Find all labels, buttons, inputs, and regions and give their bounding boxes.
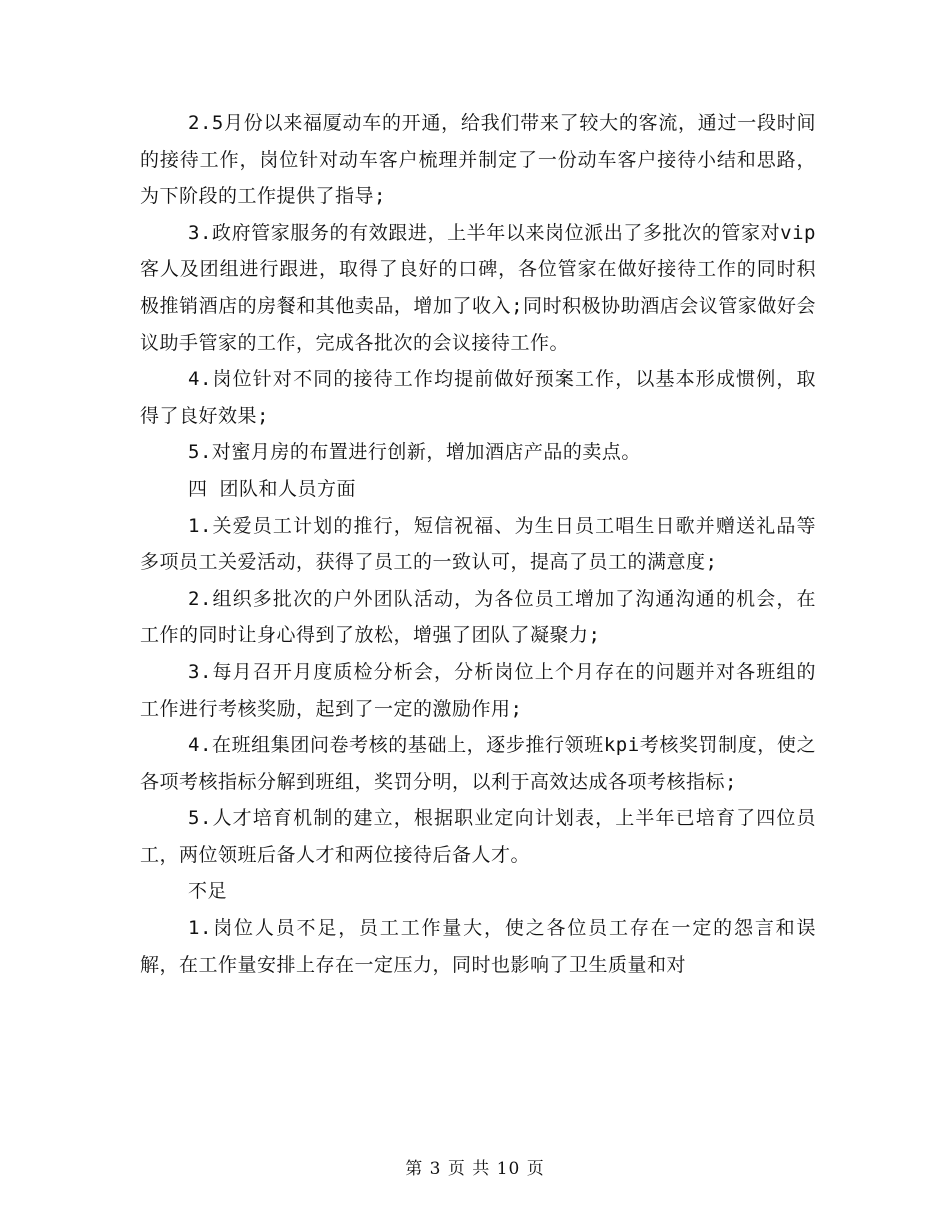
paragraph-item-2-team-activities: 2.组织多批次的户外团队活动，为各位员工增加了沟通沟通的机会，在工作的同时让身心得到了放松，增强了团队了凝聚力;	[140, 587, 816, 647]
section-heading-shortcomings: 不足	[188, 880, 228, 903]
paragraph-item-3-government-butler: 3.政府管家服务的有效跟进，上半年以来岗位派出了多批次的管家对vip客人及团组进行跟进，取得了良好的口碑，各位管家在做好接待工作的同时积极推销酒店的房餐和其他卖品，增加了收入;同时积极协助酒店会议管家做好会议助手管家的工作，完成各批次的会议接待工作。	[140, 221, 816, 354]
paragraph-item-5-talent-cultivation: 5.人才培育机制的建立，根据职业定向计划表，上半年已培育了四位员工，两位领班后备人才和两位接待后备人才。	[140, 807, 816, 866]
paragraph-item-1-staff-shortage: 1.岗位人员不足，员工工作量大，使之各位员工存在一定的怨言和误解，在工作量安排上存在一定压力，同时也影响了卫生质量和对	[140, 917, 816, 976]
page-number-footer: 第 3 页 共 10 页	[405, 1159, 545, 1179]
paragraph-item-1-employee-care: 1.关爱员工计划的推行，短信祝福、为生日员工唱生日歌并赠送礼品等多项员工关爱活动，获得了员工的一致认可，提高了员工的满意度;	[140, 514, 816, 574]
paragraph-item-2-5: 2.5月份以来福厦动车的开通，给我们带来了较大的客流，通过一段时间的接待工作，岗位针对动车客户梳理并制定了一份动车客户接待小结和思路，为下阶段的工作提供了指导;	[140, 112, 816, 208]
section-heading-team: 四 团队和人员方面	[188, 477, 356, 500]
document-body	[140, 105, 816, 983]
paragraph-item-4-reception-plans: 4.岗位针对不同的接待工作均提前做好预案工作，以基本形成惯例，取得了良好效果;	[140, 368, 816, 427]
paragraph-item-5-honeymoon-room: 5.对蜜月房的布置进行创新，增加酒店产品的卖点。	[188, 441, 641, 464]
paragraph-item-4-kpi-system: 4.在班组集团问卷考核的基础上，逐步推行领班kpi考核奖罚制度，使之各项考核指标分解到班组，奖罚分明，以利于高效达成各项考核指标;	[140, 734, 816, 793]
paragraph-item-3-quality-meeting: 3.每月召开月度质检分析会，分析岗位上个月存在的问题并对各班组的工作进行考核奖励，起到了一定的激励作用;	[140, 660, 816, 720]
